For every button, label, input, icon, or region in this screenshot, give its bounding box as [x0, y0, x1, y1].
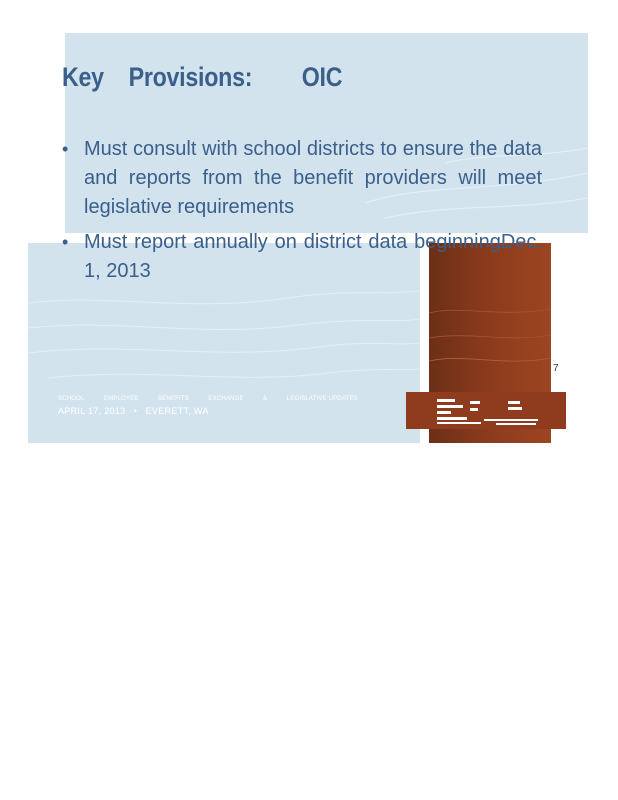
bullet-text: • Must report annually on district data beginningDec. 1, 2013	[84, 231, 542, 282]
footer-org-word: EXCHANGE	[208, 396, 244, 402]
organization-logo-icon	[436, 397, 540, 427]
footer-org-word: &	[263, 396, 268, 402]
bullet-list	[62, 135, 542, 292]
slide-title: Key Provisions: OIC	[62, 62, 343, 92]
footer-org-word: SCHOOL	[58, 396, 85, 402]
page-number: 7	[553, 363, 559, 374]
footer-event-date-location: APRIL 17, 2013 • EVERETT, WA	[58, 406, 209, 416]
footer-org-word: EMPLOYEE	[103, 396, 139, 402]
bullet-item	[62, 135, 542, 222]
footer-organization-name	[58, 396, 358, 402]
footer-org-word: LEGISLATIVE UPDATES	[286, 396, 358, 402]
bullet-text: • Must consult with school districts to ensure the data and reports from the benefit providers will meet legislative requirements	[84, 138, 542, 218]
footer-org-word: BENEFITS	[158, 396, 189, 402]
bullet-item	[62, 228, 542, 286]
